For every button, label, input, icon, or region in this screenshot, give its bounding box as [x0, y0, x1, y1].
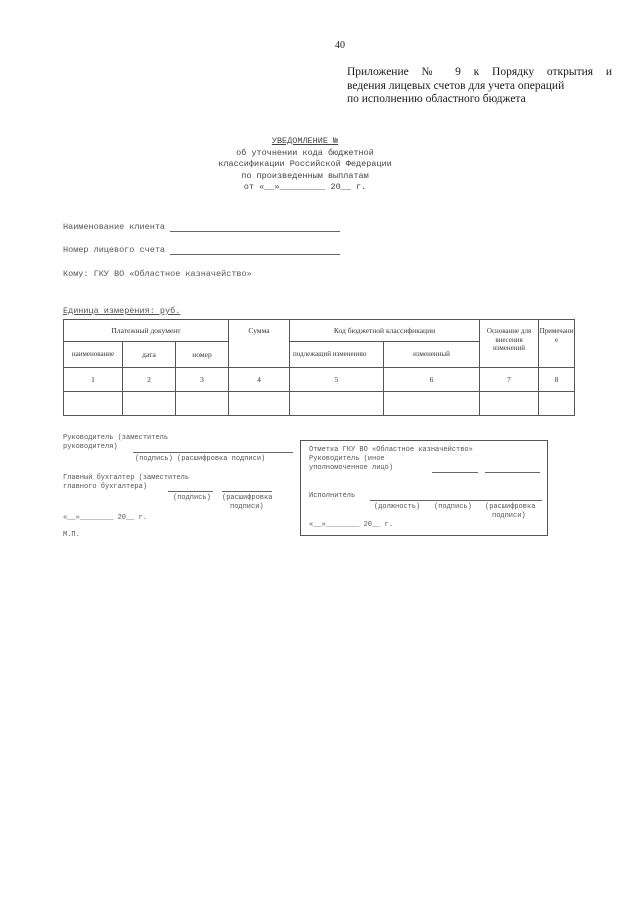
empty-cell: [176, 392, 229, 416]
header-to-change: подлежащий изменению: [290, 342, 384, 368]
col-num-7: 7: [480, 368, 539, 392]
empty-cell: [229, 392, 290, 416]
title-date: от «__»_________ 20__ г.: [243, 182, 367, 192]
stamp-place: М.П.: [63, 531, 80, 539]
header-number: номер: [176, 342, 229, 368]
empty-cell: [384, 392, 480, 416]
chief-sign-caption: (подпись): [173, 494, 211, 502]
client-name-line: [170, 222, 340, 232]
treasury-date: «__»________ 20__ г.: [309, 521, 394, 529]
treasury-decode-caption-1: (расшифровка: [485, 503, 536, 511]
header-note: Примечание: [539, 320, 575, 368]
chief-accountant-label-2: главного бухгалтера): [63, 483, 148, 491]
empty-cell: [123, 392, 176, 416]
empty-cell: [64, 392, 123, 416]
chief-decode-line: [222, 491, 272, 492]
account-number-field: [63, 245, 340, 255]
col-num-4: 4: [229, 368, 290, 392]
header-changed: измененный: [384, 342, 480, 368]
head-signature-caption: (подпись) (расшифровка подписи): [135, 455, 266, 463]
treasury-title: Отметка ГКУ ВО «Областное казначейство»: [309, 446, 473, 454]
chief-accountant-label-1: Главный бухгалтер (заместитель: [63, 474, 190, 482]
col-num-1: 1: [64, 368, 123, 392]
chief-decode-caption-1: (расшифровка: [222, 494, 273, 502]
header-basis: Основание для внесения изменений: [480, 320, 539, 368]
unit-field: Единица измерения: руб.: [63, 306, 181, 316]
appendix-line-3: по исполнению областного бюджета: [347, 93, 526, 105]
left-signature-date: «__»________ 20__ г.: [63, 514, 148, 522]
head-signature-label-1: Руководитель (заместитель: [63, 434, 169, 442]
col-num-2: 2: [123, 368, 176, 392]
col-num-5: 5: [290, 368, 384, 392]
head-signature-label-2: руководителя): [63, 443, 118, 451]
treasury-executor-line: [370, 500, 542, 501]
header-payment-doc: Платежный документ: [64, 320, 229, 342]
numbers-row: [64, 368, 575, 392]
header-name: наименование: [64, 342, 123, 368]
empty-cell: [539, 392, 575, 416]
col-num-8: 8: [539, 368, 575, 392]
client-name-field: [63, 222, 340, 232]
title-line-3: классификации Российской Федерации: [218, 159, 392, 169]
chief-decode-caption-2: подписи): [230, 503, 264, 511]
treasury-head-label-2: уполномоченное лицо): [309, 464, 394, 472]
appendix-header: [347, 66, 612, 107]
document-title: [180, 136, 430, 194]
title-line-4: по произведенным выплатам: [241, 170, 369, 181]
col-num-6: 6: [384, 368, 480, 392]
recipient-field: Кому: ГКУ ВО «Областное казначейство»: [63, 269, 252, 279]
appendix-line-1: Приложение № 9 к Порядку открытия и: [347, 66, 612, 78]
account-number-line: [170, 245, 340, 255]
header-sum: Сумма: [229, 320, 290, 368]
title-line-2: об уточнении кода бюджетной: [236, 147, 374, 158]
header-code: Код бюджетной классификации: [290, 320, 480, 342]
treasury-head-label-1: Руководитель (иное: [309, 455, 385, 463]
header-date: дата: [123, 342, 176, 368]
account-number-label: Номер лицевого счета: [63, 245, 166, 255]
empty-cell: [480, 392, 539, 416]
treasury-executor-label: Исполнитель: [309, 492, 356, 500]
treasury-head-decode-line: [485, 472, 540, 473]
client-name-label: Наименование клиента: [63, 222, 166, 232]
empty-row: [64, 392, 575, 416]
col-num-3: 3: [176, 368, 229, 392]
data-table: [63, 319, 575, 416]
empty-cell: [290, 392, 384, 416]
treasury-head-sign-line: [432, 472, 478, 473]
treasury-position-caption: (должность): [374, 503, 421, 511]
chief-sign-line: [168, 491, 213, 492]
head-signature-line: [133, 452, 293, 453]
page-number: 40: [335, 40, 345, 51]
treasury-decode-caption-2: подписи): [492, 512, 526, 520]
appendix-line-2: ведения лицевых счетов для учета операций: [347, 79, 565, 92]
title-line-1: УВЕДОМЛЕНИЕ №: [271, 136, 339, 146]
treasury-sign-caption: (подпись): [434, 503, 472, 511]
